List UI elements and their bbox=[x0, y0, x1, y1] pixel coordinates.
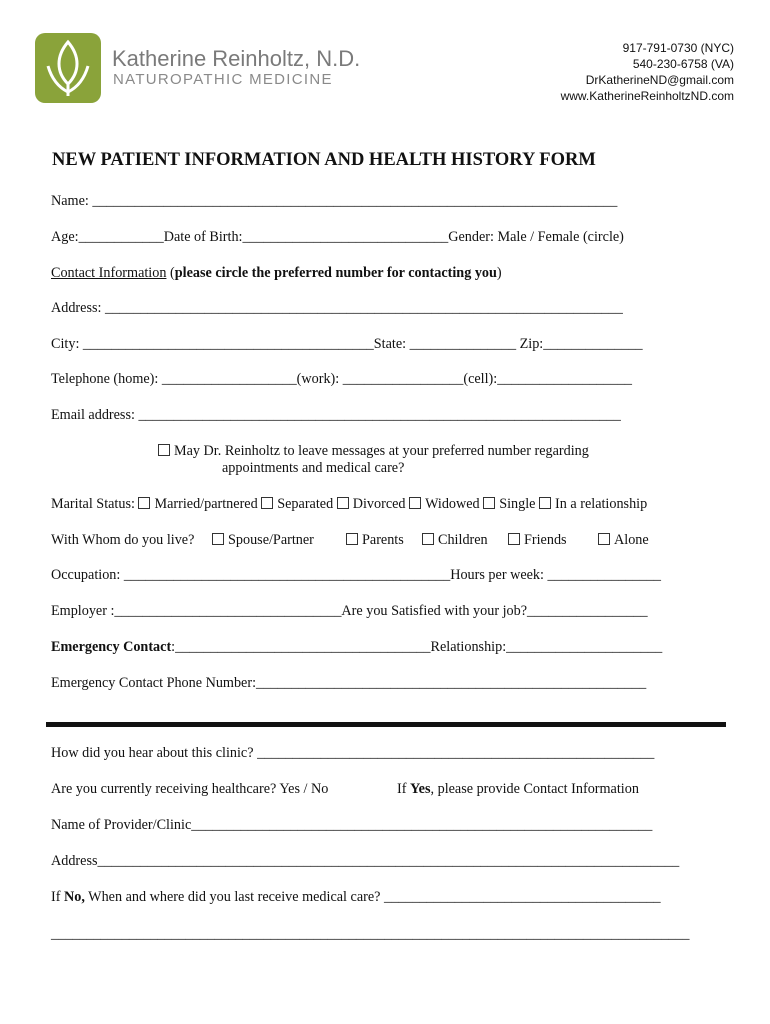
city-state-zip-field[interactable]: City: _________________________________________State: _______________ Zip:______________ bbox=[51, 336, 643, 352]
marital-option[interactable]: Married/partnered bbox=[138, 496, 257, 512]
marital-option[interactable]: Divorced bbox=[337, 496, 406, 512]
contact-block bbox=[561, 40, 734, 104]
marital-status-label: Marital Status: bbox=[51, 496, 135, 512]
checkbox[interactable] bbox=[346, 533, 358, 545]
email-field[interactable]: Email address: ____________________________________________________________________ bbox=[51, 407, 621, 423]
healthcare-question[interactable]: Are you currently receiving healthcare? Yes / No bbox=[51, 781, 329, 797]
marital-option[interactable]: Separated bbox=[261, 496, 333, 512]
occupation-field[interactable]: Occupation: ______________________________________________Hours per week: ________________ bbox=[51, 567, 662, 583]
brand-subtitle: NATUROPATHIC MEDICINE bbox=[113, 71, 333, 88]
leave-messages-option[interactable] bbox=[158, 443, 589, 460]
phone-nyc: 917-791-0730 (NYC) bbox=[622, 41, 734, 55]
checkbox[interactable] bbox=[508, 533, 520, 545]
checkbox[interactable] bbox=[212, 533, 224, 545]
contact-info-note: please circle the preferred number for contacting you bbox=[174, 265, 497, 281]
name-field[interactable]: Name: __________________________________________________________________________ bbox=[51, 193, 618, 209]
employer-field[interactable]: Employer :________________________________Are you Satisfied with your job?_________________ bbox=[51, 603, 648, 619]
emergency-contact-label: Emergency Contact bbox=[51, 639, 172, 655]
if-yes-note: If Yes, please provide Contact Information bbox=[397, 781, 639, 797]
checkbox[interactable] bbox=[598, 533, 610, 545]
leave-messages-text-2: appointments and medical care? bbox=[222, 460, 405, 476]
yes-word: Yes bbox=[410, 781, 431, 797]
checkbox[interactable] bbox=[539, 497, 551, 509]
referral-source-field[interactable]: How did you hear about this clinic? ________________________________________________________ bbox=[51, 745, 655, 761]
marital-option[interactable]: Widowed bbox=[409, 496, 480, 512]
checkbox[interactable] bbox=[261, 497, 273, 509]
live-option-spouse[interactable]: Spouse/Partner bbox=[212, 532, 314, 549]
marital-option[interactable]: Single bbox=[483, 496, 535, 512]
age-dob-gender-field[interactable]: Age:____________Date of Birth:_____________________________Gender: Male / Female (circle) bbox=[51, 229, 624, 245]
live-option-alone[interactable]: Alone bbox=[598, 532, 649, 549]
contact-info-label: Contact Information bbox=[51, 265, 167, 281]
contact-info-heading: Contact Information (please circle the preferred number for contacting you) bbox=[51, 265, 502, 281]
live-with-label: With Whom do you live? bbox=[51, 532, 195, 548]
provider-address-field[interactable]: Address__________________________________________________________________________________ bbox=[51, 853, 680, 869]
phone-va: 540-230-6758 (VA) bbox=[632, 57, 734, 71]
continuation-line[interactable]: __________________________________________________________________________________________ bbox=[51, 926, 690, 942]
clinic-logo bbox=[34, 32, 102, 104]
live-option-friends[interactable]: Friends bbox=[508, 532, 567, 549]
emergency-contact-rest: :____________________________________Relationship:______________________ bbox=[171, 639, 663, 655]
leave-messages-text: May Dr. Reinholtz to leave messages at your preferred number regarding bbox=[174, 443, 589, 459]
live-option-children[interactable]: Children bbox=[422, 532, 488, 549]
section-divider bbox=[46, 722, 726, 727]
address-field[interactable]: Address: _________________________________________________________________________ bbox=[51, 300, 623, 316]
telephone-field[interactable]: Telephone (home): ___________________(work): _________________(cell):___________________ bbox=[51, 371, 633, 387]
marital-status-row bbox=[51, 496, 647, 513]
no-word: No, bbox=[64, 889, 85, 905]
live-option-parents[interactable]: Parents bbox=[346, 532, 404, 549]
form-title: NEW PATIENT INFORMATION AND HEALTH HISTORY FORM bbox=[52, 150, 596, 170]
last-care-field[interactable]: If No, When and where did you last receive medical care? _______________________________________ bbox=[51, 889, 661, 905]
email-link[interactable]: DrKatherineND@gmail.com bbox=[585, 73, 734, 87]
checkbox[interactable] bbox=[422, 533, 434, 545]
checkbox[interactable] bbox=[409, 497, 421, 509]
leave-messages-checkbox[interactable] bbox=[158, 444, 170, 456]
emergency-phone-field[interactable]: Emergency Contact Phone Number:_______________________________________________________ bbox=[51, 675, 647, 691]
checkbox[interactable] bbox=[337, 497, 349, 509]
brand-name: Katherine Reinholtz, N.D. bbox=[112, 46, 361, 71]
website-link[interactable]: www.KatherineReinholtzND.com bbox=[560, 89, 734, 103]
checkbox[interactable] bbox=[138, 497, 150, 509]
provider-field[interactable]: Name of Provider/Clinic_________________________________________________________________ bbox=[51, 817, 653, 833]
emergency-contact-field[interactable] bbox=[51, 639, 662, 656]
marital-option[interactable]: In a relationship bbox=[539, 496, 647, 512]
checkbox[interactable] bbox=[483, 497, 495, 509]
